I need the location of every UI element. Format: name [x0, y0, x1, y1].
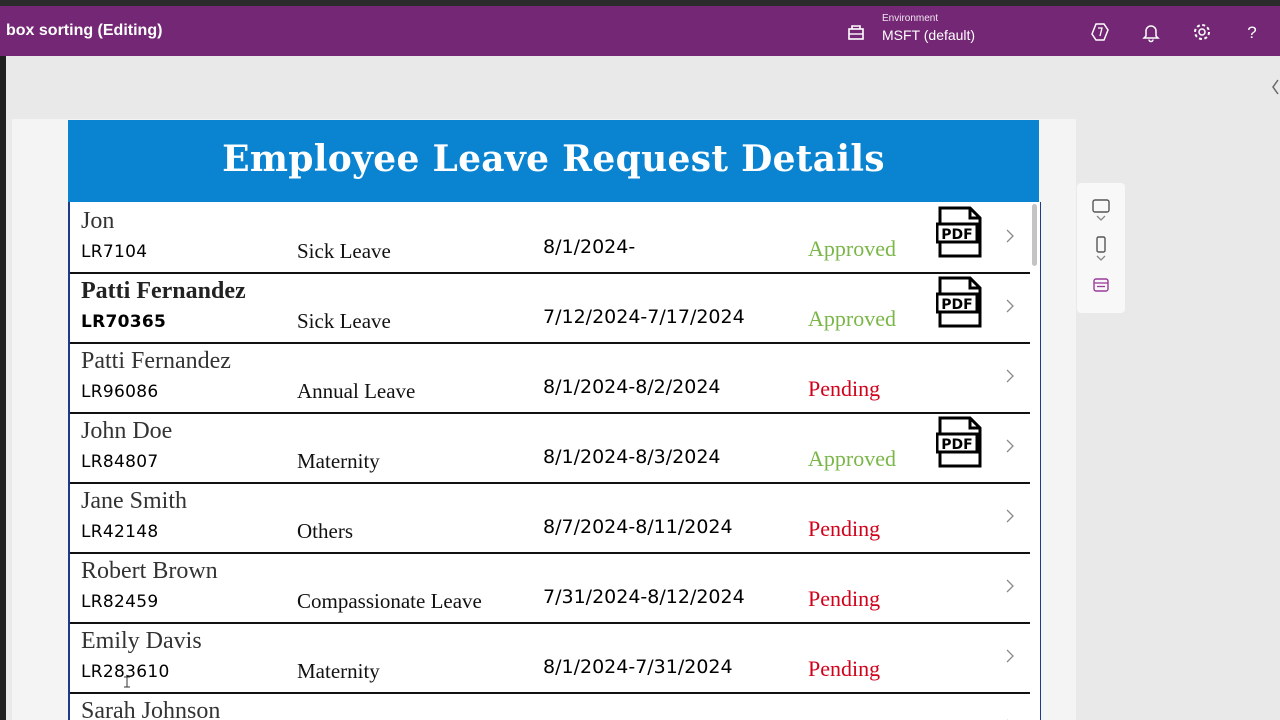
pdf-icon-label: PDF	[941, 297, 973, 313]
chevron-right-icon[interactable]	[1005, 578, 1015, 594]
gallery-scrollbar[interactable]	[1031, 202, 1039, 720]
leave-dates: 8/1/2024-	[543, 236, 636, 258]
employee-name: Emily Davis	[81, 628, 202, 654]
request-id: LR84807	[81, 452, 159, 472]
request-id: LR70365	[81, 312, 167, 332]
page-title: Employee Leave Request Details	[222, 138, 885, 180]
leave-type: Sick Leave	[297, 309, 391, 333]
gallery-row[interactable]	[70, 202, 1030, 274]
leave-type: Sick Leave	[297, 239, 391, 263]
left-edge	[0, 56, 6, 720]
form-view-icon[interactable]	[1091, 275, 1111, 295]
help-icon[interactable]	[1241, 21, 1263, 43]
gallery-row[interactable]	[70, 622, 1030, 694]
leave-status: Approved	[808, 446, 896, 471]
leave-dates: 7/31/2024-8/12/2024	[543, 586, 745, 608]
chevron-right-icon[interactable]	[1005, 648, 1015, 664]
employee-name: Robert Brown	[81, 558, 218, 584]
leave-type: Others	[297, 519, 353, 543]
chevron-right-icon[interactable]	[1005, 508, 1015, 524]
request-id: LR82459	[81, 592, 159, 612]
gallery-row[interactable]	[70, 272, 1030, 344]
gallery-row[interactable]	[70, 342, 1030, 414]
employee-name: Jane Smith	[81, 488, 187, 514]
screen-header	[68, 120, 1039, 202]
leave-status: Pending	[808, 586, 881, 611]
gallery-row[interactable]	[70, 552, 1030, 624]
gear-icon[interactable]	[1191, 21, 1213, 43]
gallery-row[interactable]	[70, 412, 1030, 484]
bell-icon[interactable]	[1140, 21, 1162, 43]
device-toolbar	[1077, 183, 1125, 313]
environment-value[interactable]: MSFT (default)	[882, 27, 976, 43]
text-cursor-icon	[123, 676, 131, 688]
leave-dates: 7/12/2024-7/17/2024	[543, 306, 745, 328]
leave-type: Maternity	[297, 659, 380, 683]
leave-status: Pending	[808, 516, 881, 541]
chevron-down-icon[interactable]	[1091, 253, 1111, 265]
pdf-icon-label: PDF	[941, 227, 973, 243]
chevron-right-icon[interactable]	[1005, 298, 1015, 314]
employee-name: Sarah Johnson	[81, 698, 221, 720]
pdf-icon[interactable]	[936, 416, 984, 468]
employee-name: John Doe	[81, 418, 173, 444]
phone-view-icon[interactable]	[1091, 235, 1111, 255]
leave-dates: 8/1/2024-8/2/2024	[543, 376, 721, 398]
leave-status: Pending	[808, 656, 881, 681]
leave-type: Maternity	[297, 449, 380, 473]
request-id: LR42148	[81, 522, 159, 542]
leave-type: Compassionate Leave	[297, 589, 482, 613]
leave-type: Annual Leave	[297, 379, 416, 403]
leave-request-gallery[interactable]	[68, 202, 1041, 720]
app-title: box sorting (Editing)	[6, 22, 163, 39]
top-bar	[0, 6, 1280, 56]
pdf-icon[interactable]	[936, 276, 984, 328]
leave-status: Approved	[808, 306, 896, 331]
leave-status: Pending	[808, 376, 881, 401]
chevron-right-icon[interactable]	[1005, 438, 1015, 454]
help-glyph: ?	[1247, 23, 1257, 42]
leave-dates: 8/1/2024-7/31/2024	[543, 656, 733, 678]
employee-name: Patti Fernandez	[81, 278, 246, 304]
chevron-right-icon[interactable]	[1005, 368, 1015, 384]
request-id: LR7104	[81, 242, 148, 262]
chevron-right-icon[interactable]	[1005, 228, 1015, 244]
employee-name: Patti Fernandez	[81, 348, 231, 374]
gallery-row[interactable]	[70, 482, 1030, 554]
environment-label: Environment	[882, 13, 939, 24]
pdf-icon[interactable]	[936, 206, 984, 258]
request-id: LR283610	[81, 662, 170, 682]
employee-name: Jon	[81, 208, 115, 234]
leave-status: Approved	[808, 236, 896, 261]
gallery-scroll-thumb[interactable]	[1032, 204, 1037, 266]
pdf-icon-label: PDF	[941, 437, 973, 453]
request-id: LR96086	[81, 382, 159, 402]
gallery-row[interactable]	[70, 692, 1030, 720]
page-scroll-arrow-icon[interactable]	[1270, 76, 1280, 98]
leave-dates: 8/7/2024-8/11/2024	[543, 516, 733, 538]
copilot-icon[interactable]	[1089, 21, 1111, 43]
environment-icon[interactable]	[846, 22, 866, 42]
leave-dates: 8/1/2024-8/3/2024	[543, 446, 721, 468]
chevron-down-icon[interactable]	[1091, 213, 1111, 225]
